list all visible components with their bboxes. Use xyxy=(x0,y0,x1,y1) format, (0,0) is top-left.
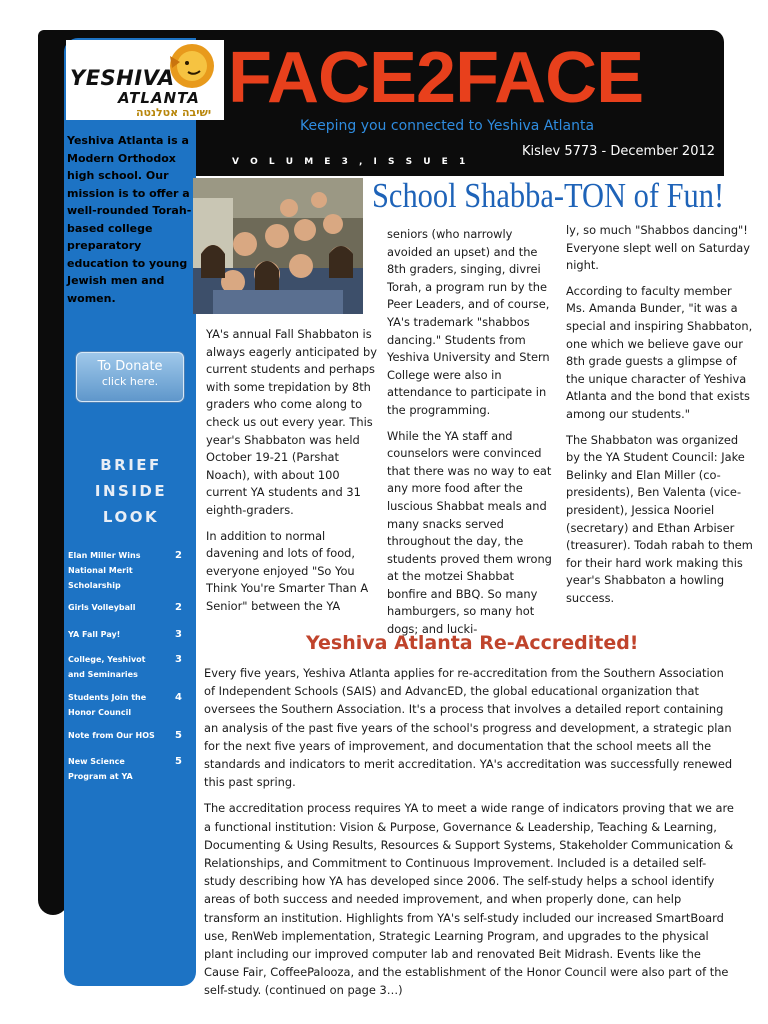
toc-item[interactable] xyxy=(68,627,188,652)
brief-word: INSIDE xyxy=(94,482,168,500)
toc-page: 2 xyxy=(175,550,182,561)
toc-title: Girls Volleyball xyxy=(68,603,136,612)
donate-sublabel: click here. xyxy=(101,375,159,388)
issue-date: Kislev 5773 - December 2012 xyxy=(522,144,716,159)
toc-page: 3 xyxy=(175,629,182,640)
shabbaton-group-photo xyxy=(193,178,363,314)
toc-item[interactable] xyxy=(68,548,188,600)
donate-label: To Donate xyxy=(97,359,163,374)
tagline: Keeping you connected to Yeshiva Atlanta xyxy=(300,118,595,134)
toc-page: 2 xyxy=(175,602,182,613)
logo xyxy=(66,40,224,120)
brief-inside-look-heading xyxy=(66,452,196,530)
toc-title: Students Join the Honor Council xyxy=(68,693,147,717)
article-paragraph: The accreditation process requires YA to meet a wide range of indicators proving that we are a functional institution: Vision & Purpose, Governance & Leadership, Teaching & Learning, Documenting & Using Results, Resources & Support Systems, Stakeholder Communication & Relationships, and Commitment to Continuous Improvement. Included is a detailed self-study describing how YA has developed since 2006. The self-study helps a school identify areas of both success and needed improvement, and when properly done, can help transform an institution. Highlights from YA's self-study included our increased SmartBoard use, RenWeb implementation, Strategic Learning Program, and upgrades to the physical plant including our improved computer lab and renovated Beit Midrash. Events like the Cause Fair, CoffeePalooza, and the establishment of the Honor Council were also part of the self-study. (continued on page 3…) xyxy=(204,801,734,998)
mission-statement: Yeshiva Atlanta is a Modern Orthodox high school. Our mission is to offer a well-rounded Torah-based college preparatory education to young Jewish men and women. xyxy=(67,134,192,305)
article-paragraph: YA's annual Fall Shabbaton is always eagerly anticipated by current students and perhaps with some trepidation by 8th graders who come along to check us out every year. This year's Shabbaton was held October 19-21 (Parshat Noach), with about 100 current YA students and 31 eighth-graders. xyxy=(206,327,377,517)
toc-item[interactable] xyxy=(68,600,188,627)
article-paragraph: According to faculty member Ms. Amanda Bunder, "it was a special and inspiring Shabbaton, one which we believe gave our 8th grade guests a glimpse of the unique character of Yeshiva Atlanta and the bond that exists among our students." xyxy=(566,283,753,421)
article-column-2 xyxy=(387,226,557,647)
newsletter-title: FACE2FACE xyxy=(228,38,644,118)
section-headline: Yeshiva Atlanta Re-Accredited! xyxy=(306,632,639,654)
toc-page: 5 xyxy=(175,756,182,767)
article-paragraph: While the YA staff and counselors were convinced that there was no way to eat any more food after the luscious Shabbat meals and many snacks served throughout the day, the students proved them wrong at the motzei Shabbat bonfire and BBQ. So many hamburgers, so many hot dogs; and lucki- xyxy=(387,428,552,637)
toc-title: College, Yeshivot and Seminaries xyxy=(68,655,146,679)
logo-line2: ATLANTA xyxy=(118,89,200,107)
toc-title: New Science Program at YA xyxy=(68,757,133,781)
toc-title: YA Fall Pay! xyxy=(68,630,121,639)
toc-page: 4 xyxy=(175,692,182,703)
article-paragraph: seniors (who narrowly avoided an upset) and the 8th graders, singing, divrei Torah, a program run by the Peer Leaders, and of course, YA's trademark "shabbos dancing." Students from Yeshiva University and Stern College were also in attendance to participate in the programming. xyxy=(387,227,550,417)
article-column-1 xyxy=(206,326,378,624)
donate-button[interactable] xyxy=(76,352,184,402)
toc-item[interactable] xyxy=(68,652,188,690)
toc-page: 5 xyxy=(175,730,182,741)
table-of-contents xyxy=(68,548,188,784)
toc-item[interactable] xyxy=(68,690,188,728)
article-paragraph: ly, so much "Shabbos dancing"! Everyone slept well on Saturday night. xyxy=(566,223,751,273)
volume-issue: V O L U M E 3 , I S S U E 1 xyxy=(232,157,470,167)
article-paragraph: The Shabbaton was organized by the YA Student Council: Jake Belinky and Elan Miller (co-presidents), Ben Valenta (vice-president), Jessica Nooriel (secretary) and Ethan Arbiser (treasurer). Todah rabah to them for their hard work making this year's Shabbaton a howling success. xyxy=(566,432,753,605)
article-headline: School Shabba-TON of Fun! xyxy=(372,176,725,215)
brief-word: LOOK xyxy=(102,508,160,526)
article-column-3 xyxy=(566,222,754,615)
toc-item[interactable] xyxy=(68,728,188,754)
toc-item[interactable] xyxy=(68,754,188,784)
toc-title: Elan Miller Wins National Merit Scholarship xyxy=(68,551,141,590)
article-paragraph: Every five years, Yeshiva Atlanta applies for re-accreditation from the Southern Association of Independent Schools (SAIS) and AdvancED, the global educational organization that oversees the Southern Association. It's a process that involves a detailed report containing an analysis of the past five years of the school's progress and development, a strategic plan for the next five years of improvement, and documentation that the school meets all the standards and indicators to merit accreditation. YA's accreditation was successfully renewed this past spring. xyxy=(204,666,733,790)
accreditation-article xyxy=(204,664,734,1008)
logo-line1: YESHIVA xyxy=(70,66,175,90)
brief-word: BRIEF xyxy=(100,456,162,474)
toc-title: Note from Our HOS xyxy=(68,731,155,740)
toc-page: 3 xyxy=(175,654,182,665)
logo-hebrew: ישיבה אטלנטה xyxy=(136,106,212,119)
article-paragraph: In addition to normal davening and lots of food, everyone enjoyed "So You Think You're Smarter Than A Senior" between the YA xyxy=(206,528,369,613)
